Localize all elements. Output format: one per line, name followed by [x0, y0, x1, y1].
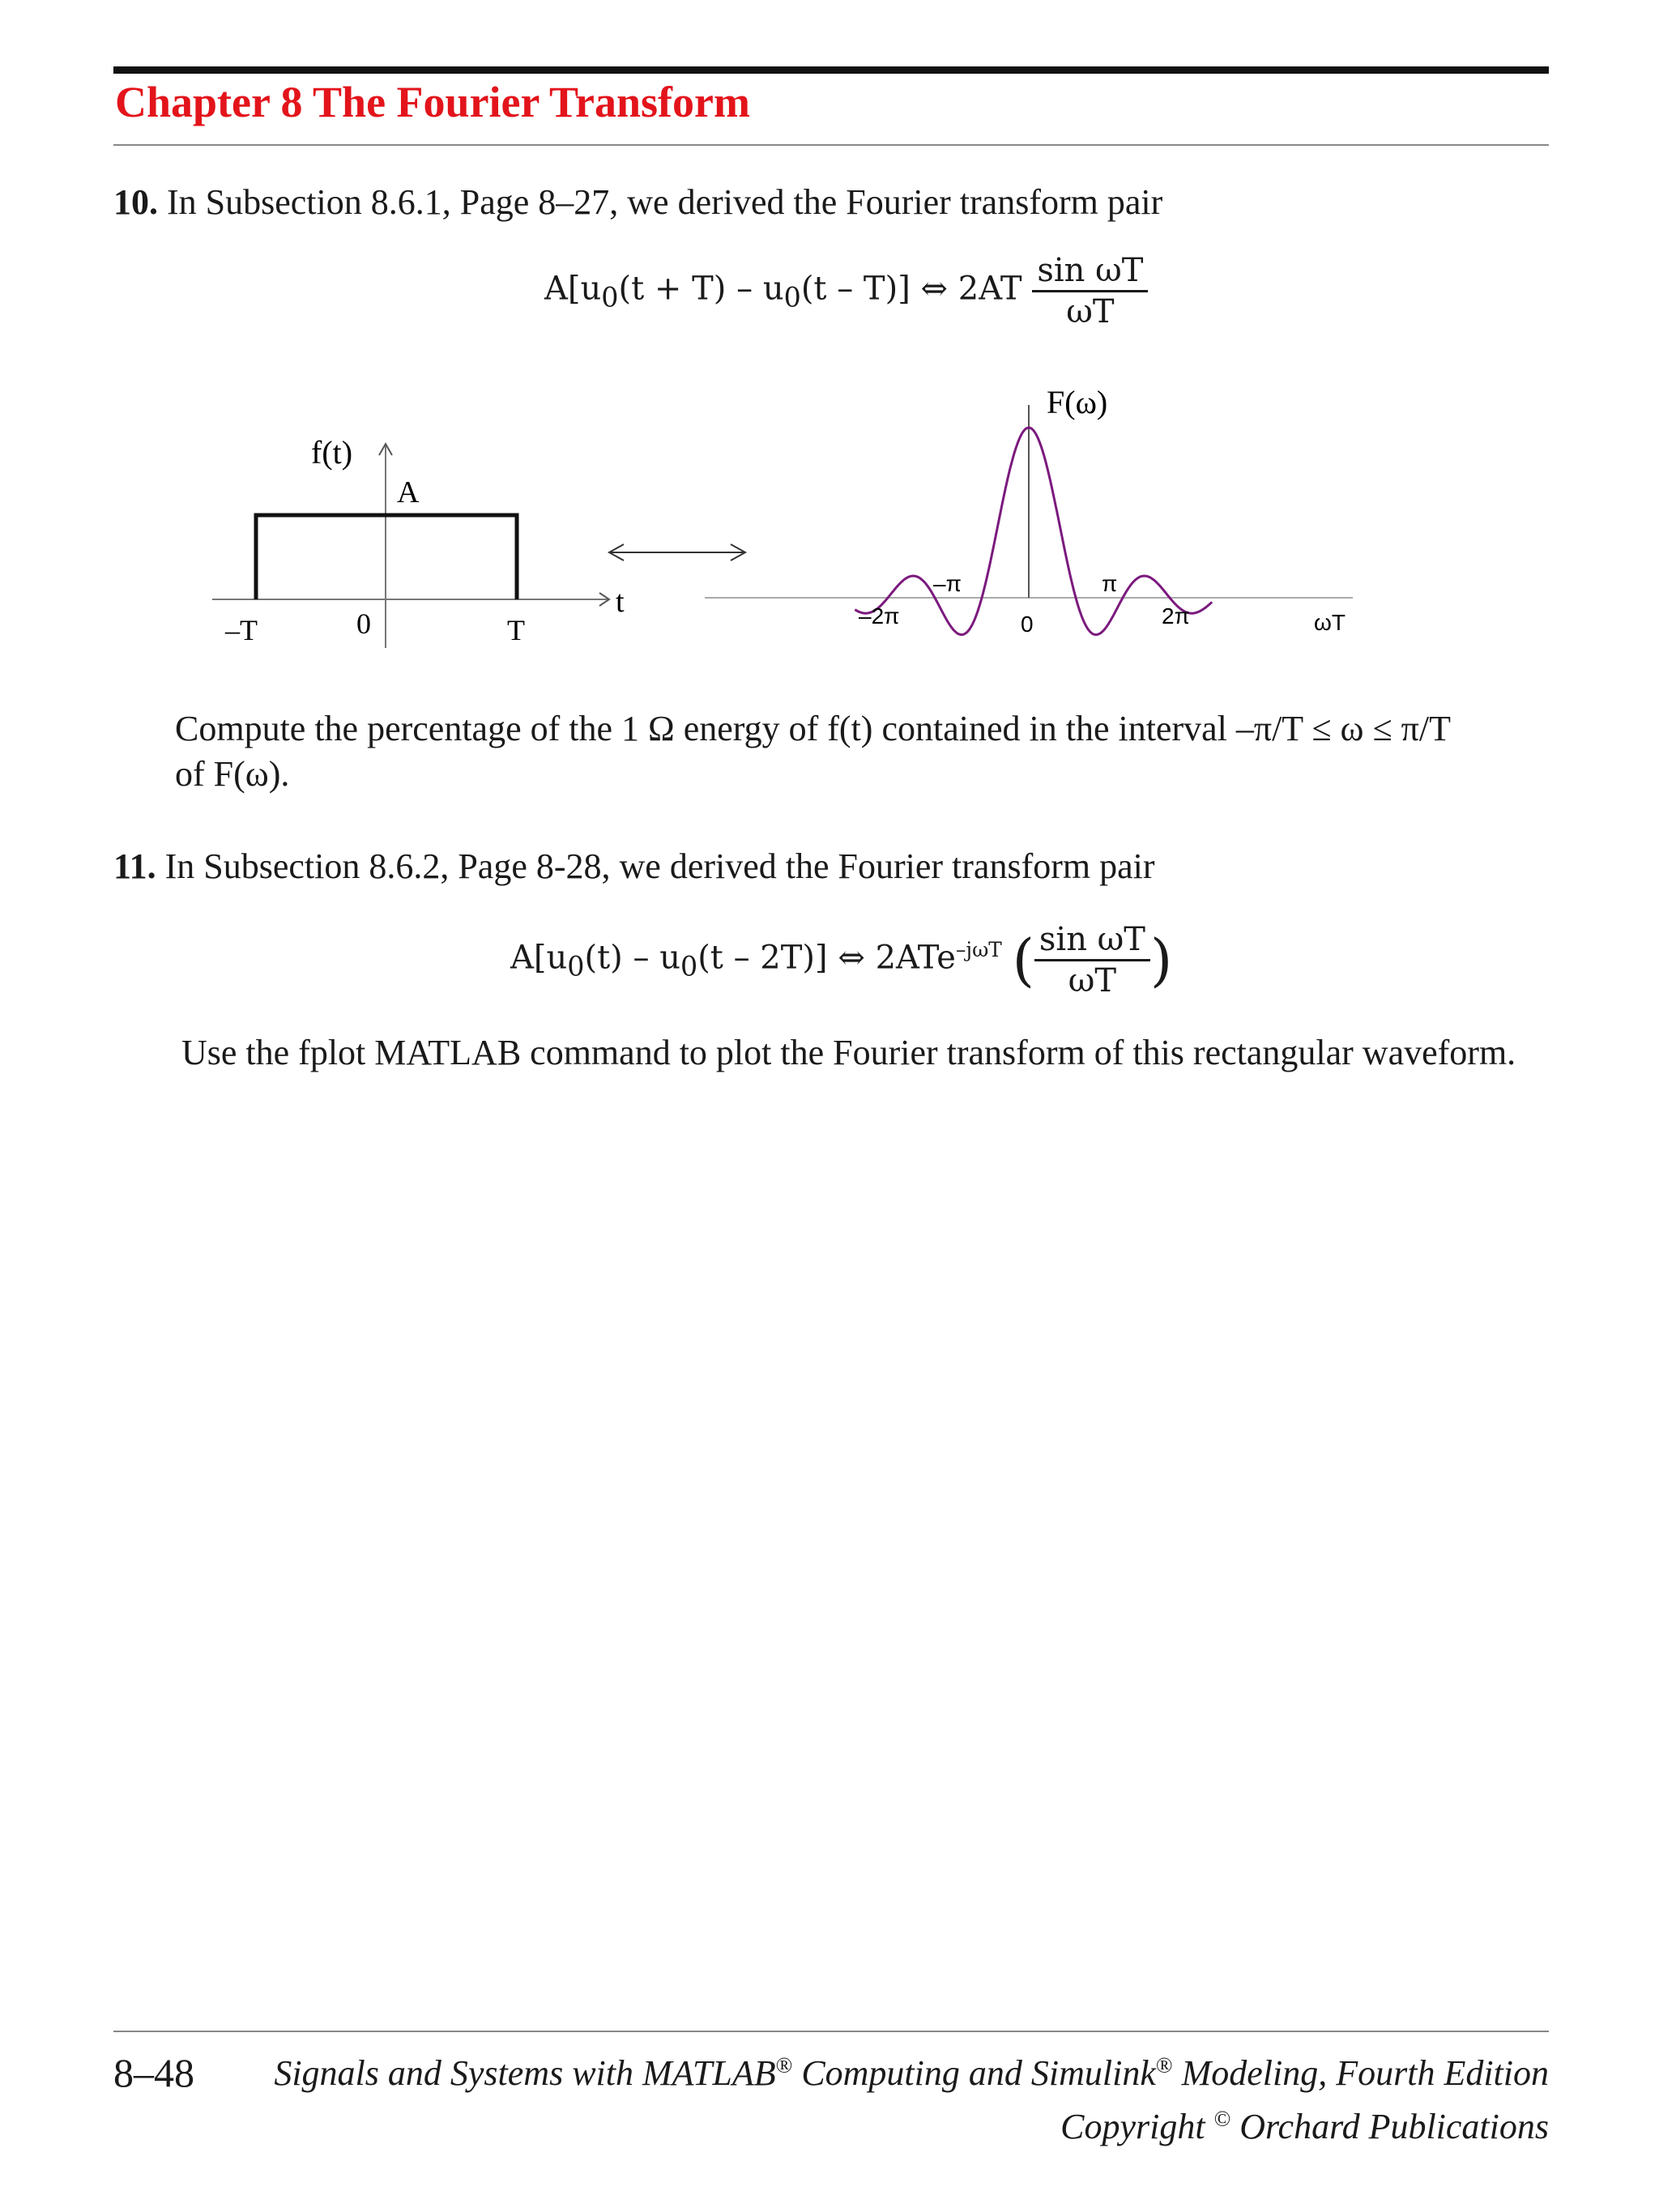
left-ylabel: f(t) — [311, 434, 353, 471]
tick-zero-left: 0 — [356, 607, 371, 640]
amplitude-label: A — [397, 475, 420, 509]
tick-2pi: 2π — [1162, 603, 1190, 629]
eq11-sub-a: 0 — [567, 950, 585, 982]
eq11-paren-open: ( — [1012, 927, 1034, 994]
eq11-part-b: (t) – u — [584, 939, 680, 977]
left-xlabel: t — [616, 585, 625, 619]
transform-double-arrow — [609, 544, 745, 560]
eq11-sub-b: 0 — [680, 950, 698, 982]
eq10-part-c: (t – T)] ⇔ 2AT — [800, 270, 1022, 308]
registered-mark-2: ® — [1155, 2052, 1173, 2078]
eq11-exponent: –jωT — [955, 938, 1002, 962]
footer-rule — [113, 2031, 1549, 2032]
eq10-numerator: sin ωT — [1032, 253, 1148, 292]
fourier-pair-figure — [186, 381, 1401, 672]
rect-pulse-plot — [212, 434, 625, 648]
problem-11-number: 11. — [113, 846, 156, 886]
problem-10-intro — [113, 180, 1162, 225]
eq10-fraction — [1032, 253, 1148, 330]
right-xlabel: ωT — [1314, 610, 1346, 635]
copyright-symbol: © — [1213, 2106, 1231, 2131]
book-title — [274, 2052, 1549, 2094]
page-number: 8–48 — [113, 2050, 194, 2095]
eq10-denominator: ωT — [1066, 293, 1115, 330]
header-rule-thin — [113, 144, 1549, 146]
header-rule-thick — [113, 66, 1549, 74]
sinc-curve — [855, 428, 1212, 635]
copyright-label: Copyright — [1060, 2107, 1205, 2146]
eq11-paren-close: ) — [1149, 927, 1173, 994]
copyright-line — [1060, 2106, 1549, 2147]
tick-minus-2pi: –2π — [859, 603, 900, 629]
eq10-sub-a: 0 — [601, 281, 619, 313]
publisher-name: Orchard Publications — [1230, 2107, 1549, 2146]
tick-minus-pi: –π — [933, 571, 962, 596]
problem-10-number: 10. — [113, 182, 158, 222]
eq10-part-b: (t + T) – u — [618, 270, 784, 308]
problem-11-intro — [113, 844, 1155, 889]
book-title-part-b: Computing and Simulink — [792, 2053, 1156, 2093]
book-title-part-c: Modeling, Fourth Edition — [1172, 2053, 1549, 2093]
problem-11-equation — [510, 922, 1172, 999]
tick-pi: π — [1102, 571, 1118, 596]
book-title-part-a: Signals and Systems with MATLAB — [274, 2053, 776, 2093]
problem-10-intro-text: In Subsection 8.6.1, Page 8–27, we derived the Fourier transform pair — [167, 182, 1163, 222]
eq11-fraction — [1034, 922, 1150, 999]
right-ylabel: F(ω) — [1047, 384, 1108, 420]
chapter-title: Chapter 8 The Fourier Transform — [115, 78, 750, 126]
eq10-part-a: A[u — [544, 270, 602, 308]
problem-11-intro-text: In Subsection 8.6.2, Page 8-28, we derived the Fourier transform pair — [164, 846, 1155, 886]
eq11-part-c: (t – 2T)] ⇔ 2ATe — [697, 939, 956, 977]
problem-10-equation — [544, 253, 1148, 330]
eq11-numerator: sin ωT — [1034, 922, 1150, 961]
eq11-denominator: ωT — [1068, 962, 1117, 999]
tick-zero-right: 0 — [1021, 612, 1034, 637]
tick-minus-T: –T — [225, 614, 258, 646]
problem-10-question — [175, 706, 1549, 797]
problem-11-instruction: Use the fplot MATLAB command to plot the Fourier transform of this rectangular waveform. — [181, 1033, 1516, 1072]
problem-10-question-line1: Compute the percentage of the 1 Ω energy of f(t) contained in the interval –π/T ≤ ω ≤ π/T — [175, 709, 1451, 748]
sinc-plot — [705, 384, 1353, 637]
tick-T: T — [507, 614, 525, 646]
registered-mark-1: ® — [775, 2052, 793, 2078]
eq10-sub-b: 0 — [783, 281, 801, 313]
problem-10-question-line2: of F(ω). — [175, 754, 290, 794]
eq11-part-a: A[u — [510, 939, 568, 977]
